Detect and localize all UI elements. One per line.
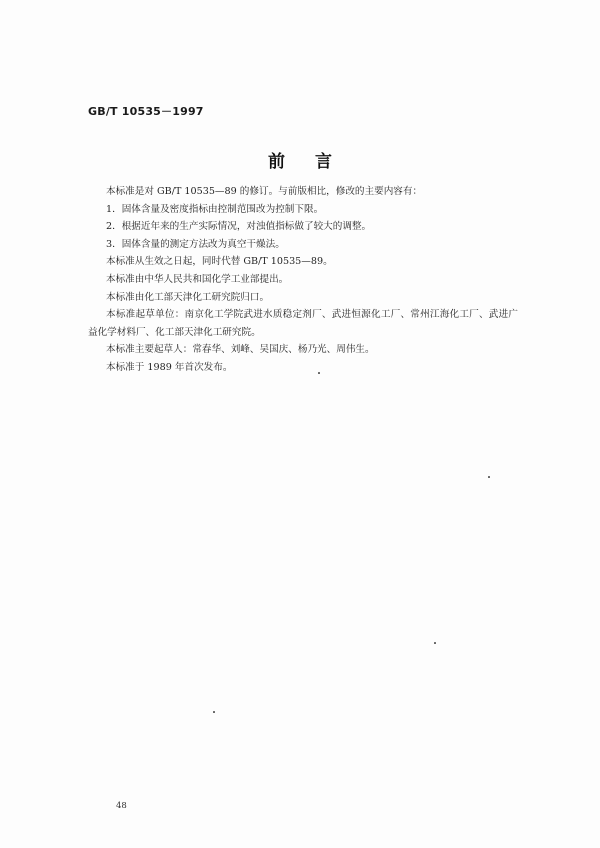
paragraph-item-3: 3．固体含量的测定方法改为真空干燥法。 (106, 238, 285, 250)
paragraph-intro: 本标准是对 GB/T 10535—89 的修订。与前版相比，修改的主要内容有： (106, 186, 423, 197)
page-title: 前言 (268, 152, 362, 172)
paragraph-proposed-by: 本标准由中华人民共和国化学工业部提出。 (106, 273, 289, 285)
paragraph-first-issue: 本标准于 1989 年首次发布。 (106, 361, 233, 373)
standard-code: GB/T 10535－1997 (88, 105, 204, 118)
page-number: 48 (116, 801, 127, 811)
paragraph-item-1: 1．固体含量及密度指标由控制范围改为控制下限。 (106, 203, 324, 215)
scan-speck (434, 642, 436, 644)
paragraph-item-2: 2．根据近年来的生产实际情况，对浊值指标做了较大的调整。 (106, 221, 372, 233)
paragraph-drafters: 本标准主要起草人：常春华、刘峰、吴国庆、杨乃光、周伟生。 (106, 344, 375, 356)
scan-speck (488, 476, 490, 478)
scan-speck (318, 372, 320, 374)
paragraph-centralized-by: 本标准由化工部天津化工研究院归口。 (106, 291, 270, 303)
paragraph-effective: 本标准从生效之日起，同时代替 GB/T 10535—89。 (106, 256, 333, 268)
scan-speck (213, 711, 215, 713)
paragraph-drafting-units: 本标准起草单位：南京化工学院武进水质稳定剂厂、武进恒源化工厂、常州江海化工厂、武进广益化学材料厂、化工部天津化工研究院。 (88, 309, 518, 338)
foreword-body (88, 183, 518, 377)
